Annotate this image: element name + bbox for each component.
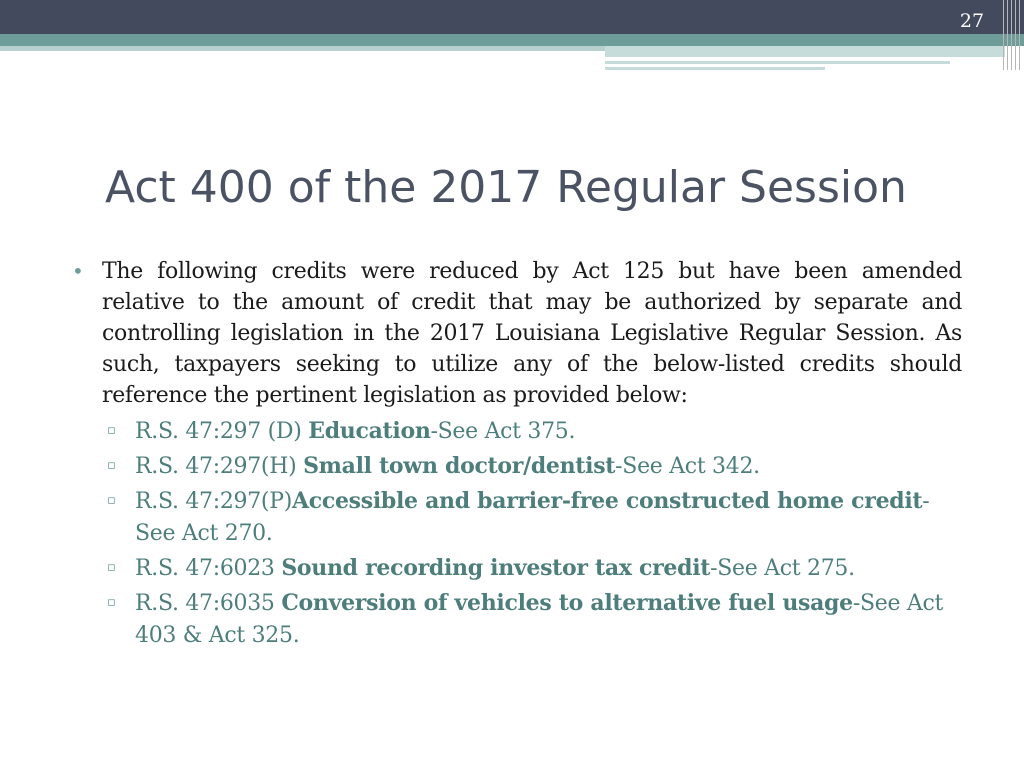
statute-reference: R.S. 47:6023 [135,556,282,581]
header-light-bar [0,46,605,51]
header-divider [1007,0,1008,70]
act-reference: -See Act 342. [615,454,760,479]
header-accent-line [605,61,950,64]
statute-reference: R.S. 47:6035 [135,591,282,616]
header-divider [1011,0,1012,70]
square-outline-bullet-icon: ▫ [107,560,116,575]
credit-name: Accessible and barrier-free constructed home credit [292,488,923,514]
square-outline-bullet-icon: ▫ [107,595,116,610]
act-reference: -See Act 403 & Act 325. [135,591,944,648]
credit-name: Sound recording investor tax credit [281,555,711,581]
header-divider [1019,0,1020,70]
sub-bullet-item [102,485,962,550]
round-bullet-icon: • [72,259,84,283]
square-outline-bullet-icon: ▫ [107,423,116,438]
header-accent-line-short [605,67,825,70]
bullet-list [72,256,962,654]
slide-number: 27 [959,10,985,32]
header-divider [1015,0,1016,70]
sub-bullet-list [102,415,962,652]
main-bullet-text: The following credits were reduced by Act 125 but have been amended relative to the amount of credit that may be authorized by separate and controlling legislation in the 2017 Louisiana Legislative Regular Session. As such, taxpayers seeking to utilize any of the below-listed credits should reference the pertinent legislation as provided below: [102,259,962,408]
header-accent-bar [605,46,1005,57]
square-outline-bullet-icon: ▫ [107,458,116,473]
square-outline-bullet-icon: ▫ [107,493,116,508]
act-reference: -See Act 270. [135,489,930,546]
main-bullet-item [72,256,962,652]
sub-bullet-item [102,415,962,448]
header-dark-bar [0,0,1024,34]
sub-bullet-item [102,587,962,652]
slide-title: Act 400 of the 2017 Regular Session [105,162,907,213]
credit-name: Conversion of vehicles to alternative fuel usage [281,590,853,616]
statute-reference: R.S. 47:297 (D) [135,419,309,444]
sub-bullet-item [102,450,962,483]
header-teal-bar [0,34,1024,46]
act-reference: -See Act 275. [710,556,855,581]
credit-name: Small town doctor/dentist [303,453,616,479]
sub-bullet-item [102,552,962,585]
header-divider [1003,0,1004,70]
act-reference: -See Act 375. [430,419,576,444]
credit-name: Education [308,418,431,444]
statute-reference: R.S. 47:297(H) [135,454,304,479]
statute-reference: R.S. 47:297(P) [135,489,292,514]
